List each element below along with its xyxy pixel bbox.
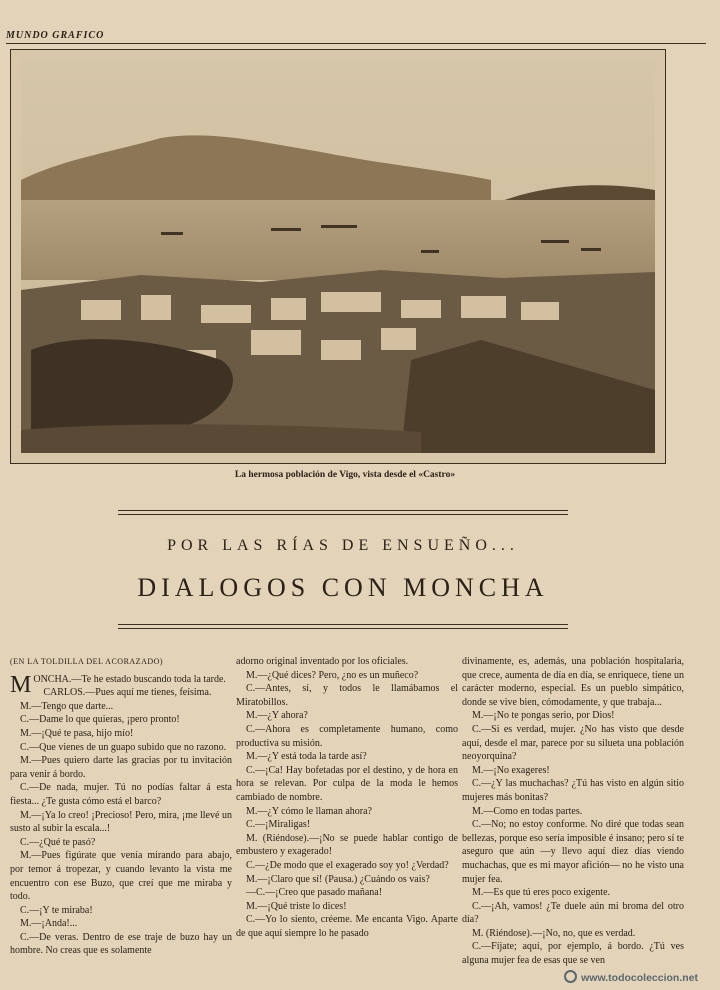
dialogue-paragraph: C.—¿De modo que el exagerado soy yo! ¿Verdad? xyxy=(246,859,449,871)
dialogue-paragraph: C.—¡Ah, vamos! ¿Te duele aún mi broma del otro día? xyxy=(462,900,684,926)
dialogue-paragraph: C.—No; no estoy conforme. No diré que todas sean bellezas, porque eso sería imposible é insano; pero sí te aseguro que aún —y llevo aquí diez días viendo muchachas, que es mi mayor afición— no he visto una mujer fea. xyxy=(462,819,684,885)
dialogue-paragraph: CARLOS.—Pues aquí me tienes, feísima. xyxy=(43,687,212,699)
photo-caption: La hermosa población de Vigo, vista desde el «Castro» xyxy=(234,470,456,480)
dialogue-paragraph: C.—Dame lo que quieras, ¡pero pronto! xyxy=(20,714,180,726)
dialogue-paragraph: M.—¡Claro que sí! (Pausa.) ¿Cuándo os vais? xyxy=(246,873,430,885)
column-2-paragraphs xyxy=(236,655,458,940)
dialogue-paragraph: M.—¡Ya lo creo! ¡Precioso! Pero, mira, ¡me llevé un susto al subir la escala...! xyxy=(10,809,232,835)
article-column-2 xyxy=(236,655,458,940)
vigo-photo-illustration xyxy=(21,60,655,453)
drop-cap: M xyxy=(10,671,32,698)
dialogue-paragraph: M.—Tengo que darte... xyxy=(20,700,114,712)
dialogue-paragraph: M.—¡Qué te pasa, hijo mío! xyxy=(20,727,134,739)
dialogue-paragraph: M.—¡No exageres! xyxy=(472,764,550,776)
decorative-rule-bottom xyxy=(118,624,568,629)
dialogue-paragraph: M.—¡Anda!... xyxy=(20,918,78,930)
dialogue-paragraph: C.—Ahora es completamente humano, como productiva su misión. xyxy=(236,723,458,749)
scene-direction: (EN LA TOLDILLA DEL ACORAZADO) xyxy=(10,657,164,666)
decorative-rule-top xyxy=(118,510,568,515)
dialogue-paragraph: M. (Riéndose).—¡No, no, que es verdad. xyxy=(472,927,636,939)
dialogue-paragraph: M.—¿Y está toda la tarde así? xyxy=(246,751,367,763)
watermark-text: www.todocoleccion.net xyxy=(581,972,698,984)
magazine-header: MUNDO GRAFICO xyxy=(6,30,105,41)
dialogue-paragraph: M. (Riéndose).—¡No se puede hablar contigo de embustero y exagerado! xyxy=(236,832,458,858)
dialogue-paragraph: C.—¡Y te miraba! xyxy=(20,904,93,916)
column-3-paragraphs xyxy=(462,655,684,968)
vigo-photograph xyxy=(10,49,666,464)
dialogue-paragraph: C.—¿Y las muchachas? ¿Tú has visto en algún sitio mujeres más bonitas? xyxy=(462,778,684,803)
dialogue-paragraph: C.—Antes, sí, y todos le llamábamos el Miratobillos. xyxy=(236,683,458,708)
dialogue-paragraph: C.—De nada, mujer. Tú no podías faltar á esta fiesta... ¿Te gusta cómo está el barco? xyxy=(10,782,232,807)
site-watermark xyxy=(564,970,698,984)
dialogue-paragraph: M.—Pues figúrate que venía mirando para abajo, por temor á tropezar, y cuando levanto la vista me encuentro con ese Buzo, que creí que me miraba y todo. xyxy=(10,850,232,903)
header-rule xyxy=(6,43,706,44)
dialogue-paragraph: M.—Es que tú eres poco exigente. xyxy=(472,887,611,899)
dialogue-paragraph: C.—¿Qué te pasó? xyxy=(20,836,96,848)
dialogue-paragraph: M.—Como en todas partes. xyxy=(472,805,583,817)
dialogue-paragraph: C.—¡Ca! Hay bofetadas por el destino, y de hora en hora se relevan. Por culpa de la moda le hemos cambiado de nombre. xyxy=(236,764,458,803)
dialogue-paragraph: M.—¡Qué triste lo dices! xyxy=(246,900,347,912)
dialogue-paragraph: C.—Yo lo siento, créeme. Me encanta Vigo. Aparte de que aquí siempre lo he pasado xyxy=(236,914,458,939)
dialogue-paragraph: —C.—¡Creo que pasado mañana! xyxy=(246,887,383,899)
dialogue-paragraph: M.—¿Y ahora? xyxy=(246,710,308,722)
dialogue-paragraph: M.—¡No te pongas serio, por Dios! xyxy=(472,710,615,722)
dialogue-paragraph: C.—Que vienes de un guapo subido que no razono. xyxy=(20,741,227,753)
dialogue-paragraph: adorno original inventado por los oficiales. xyxy=(236,656,409,667)
dialogue-paragraph: divinamente, es, además, una población hospitalaria, que crece, aumenta de día en día, se enriquece, tiene un carácter moderno, especial. Es un pueblo simpático, donde se vive bien, cómodamente, y que trabaja... xyxy=(462,656,684,708)
dialogue-paragraph: ONCHA.—Te he estado buscando toda la tarde. xyxy=(33,673,226,685)
article-kicker: POR LAS RÍAS DE ENSUEÑO... xyxy=(167,537,519,554)
dialogue-paragraph: C.—¡Miraligas! xyxy=(246,819,311,831)
dialogue-paragraph: C.—De veras. Dentro de ese traje de buzo hay un hombre. No creas que es solamente xyxy=(10,931,232,957)
watermark-logo-icon xyxy=(564,970,577,983)
article-title: DIALOGOS CON MONCHA xyxy=(137,573,549,602)
dialogue-paragraph: M.—¿Y cómo le llaman ahora? xyxy=(246,805,372,817)
article-column-1 xyxy=(10,655,232,958)
article-column-3 xyxy=(462,655,684,968)
column-1-paragraphs xyxy=(10,673,232,958)
dialogue-paragraph: M.—Pues quiero darte las gracias por tu invitación para venir á bordo. xyxy=(10,755,232,780)
dialogue-paragraph: M.—¿Qué dices? Pero, ¿no es un muñeco? xyxy=(246,669,419,681)
dialogue-paragraph: C.—Fíjate; aquí, por ejemplo, á bordo. ¿Tú ves alguna mujer fea de esas que se ven xyxy=(462,941,684,967)
dialogue-paragraph: C.—Si es verdad, mujer. ¿No has visto que desde aquí, desde el mar, parece por su silueta una población neoyorquina? xyxy=(462,723,684,763)
